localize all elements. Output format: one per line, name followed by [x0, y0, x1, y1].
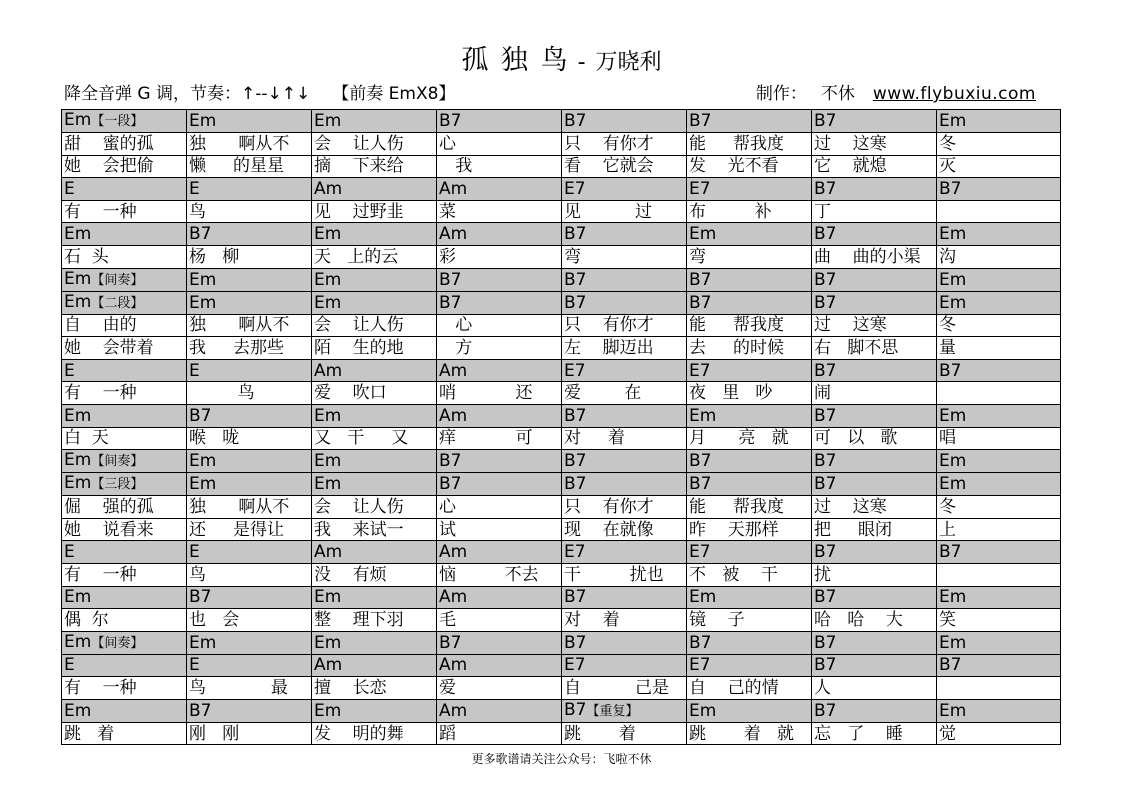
chord-cell: B7: [687, 110, 812, 133]
lyric-cell: 闹: [812, 382, 937, 405]
chord-cell: B7: [812, 178, 937, 201]
chord-cell: Em: [187, 631, 312, 654]
lyric-cell: 独 啊从不: [187, 314, 312, 337]
chord-cell: E7: [562, 541, 687, 564]
chord-cell: B7: [687, 450, 812, 473]
chord-cell: Em: [937, 223, 1061, 246]
lyric-cell: 痒 可: [437, 427, 562, 450]
lyric-cell: 能 帮我度: [687, 133, 812, 156]
lyric-cell: 发 明的舞: [312, 722, 437, 745]
lyric-cell: 过 这寒: [812, 314, 937, 337]
lyric-cell: 昨 天那样: [687, 518, 812, 541]
chord-cell: Em: [187, 110, 312, 133]
chord-cell: Em: [937, 473, 1061, 496]
chord-cell: Am: [437, 359, 562, 382]
lyric-cell: 冬: [937, 496, 1061, 519]
chord-cell: B7: [687, 268, 812, 291]
section-marker: 【二段】: [91, 295, 144, 311]
chord-cell: Em: [312, 586, 437, 609]
lyric-cell: 见 过野韭: [312, 200, 437, 223]
lyric-cell: 还 是得让: [187, 518, 312, 541]
lyric-cell: 扰: [812, 563, 937, 586]
lyric-cell: 只 有你才: [562, 314, 687, 337]
chord-cell: B7: [562, 110, 687, 133]
lyric-row: [62, 427, 1061, 450]
website-link[interactable]: www.flybuxiu.com: [872, 84, 1036, 104]
lyric-cell: 对 着: [562, 427, 687, 450]
lyric-cell: 鸟: [187, 200, 312, 223]
lyric-cell: 没 有烦: [312, 563, 437, 586]
chord-cell: Em: [187, 268, 312, 291]
lyric-cell: 会 让人伤: [312, 496, 437, 519]
lyric-cell: 笑: [937, 609, 1061, 632]
chord-cell: Em: [312, 404, 437, 427]
lyric-row: [62, 245, 1061, 268]
chord-cell: B7: [812, 223, 937, 246]
lyric-cell: 见 过: [562, 200, 687, 223]
key-rhythm: 降全音弹 G 调，节奏：↑--↓↑↓: [64, 84, 311, 104]
lyric-cell: 有 一种: [62, 200, 187, 223]
chord-cell: E: [62, 541, 187, 564]
section-marker: 【间奏】: [91, 454, 144, 470]
chord-cell: Em: [937, 699, 1061, 722]
chord-cell: Am: [437, 541, 562, 564]
chord-cell: Em: [937, 291, 1061, 314]
chord-cell: Em: [937, 450, 1061, 473]
song-title: 孤 独 鸟: [461, 45, 570, 76]
lyric-cell: [937, 200, 1061, 223]
lyric-cell: 月 亮 就: [687, 427, 812, 450]
lyric-row: [62, 563, 1061, 586]
maker-name: 不休: [820, 84, 855, 104]
chord-cell: Em: [312, 450, 437, 473]
lyric-cell: 她 会把偷: [62, 155, 187, 178]
lyric-cell: 有 一种: [62, 382, 187, 405]
chord-cell: E: [62, 178, 187, 201]
chord-cell: Em【间奏】: [62, 268, 187, 291]
chord-row: [62, 223, 1061, 246]
lyric-cell: [937, 677, 1061, 700]
lyric-cell: 自 己的情: [687, 677, 812, 700]
lyric-cell: 自 由的: [62, 314, 187, 337]
chord-cell: Am: [437, 223, 562, 246]
lyric-cell: 彩: [437, 245, 562, 268]
chord-cell: Em: [687, 699, 812, 722]
artist-name: 万晓利: [595, 50, 662, 75]
lyric-cell: 方: [437, 337, 562, 360]
lyric-cell: 镜 子: [687, 609, 812, 632]
lyric-cell: 偶 尔: [62, 609, 187, 632]
lyric-row: [62, 722, 1061, 745]
lyric-cell: 会 让人伤: [312, 314, 437, 337]
chord-cell: B7: [187, 586, 312, 609]
chord-row: [62, 473, 1061, 496]
lyric-cell: 左 脚迈出: [562, 337, 687, 360]
lyric-cell: 现 在就像: [562, 518, 687, 541]
chord-cell: E7: [687, 178, 812, 201]
lyric-cell: 会 让人伤: [312, 133, 437, 156]
lyric-cell: 哈 哈 大: [812, 609, 937, 632]
chord-cell: Em: [312, 268, 437, 291]
lyric-cell: 忘 了 睡: [812, 722, 937, 745]
lyric-cell: 独 啊从不: [187, 133, 312, 156]
chord-cell: B7: [812, 541, 937, 564]
lyric-cell: 蹈: [437, 722, 562, 745]
credits: [756, 79, 1036, 104]
lyric-cell: 独 啊从不: [187, 496, 312, 519]
chord-cell: B7: [562, 586, 687, 609]
chord-row: [62, 586, 1061, 609]
chord-cell: B7: [812, 268, 937, 291]
chord-row: [62, 268, 1061, 291]
chord-row: [62, 178, 1061, 201]
lyric-cell: 心: [437, 133, 562, 156]
lyric-cell: 发 光不看: [687, 155, 812, 178]
lyric-row: [62, 337, 1061, 360]
chord-row: [62, 110, 1061, 133]
chord-cell: E7: [687, 359, 812, 382]
lyric-cell: 懒 的星星: [187, 155, 312, 178]
lyric-cell: 曲 曲的小渠: [812, 245, 937, 268]
lyric-row: [62, 200, 1061, 223]
chord-cell: E: [187, 541, 312, 564]
lyric-cell: 哨 还: [437, 382, 562, 405]
chord-cell: Em: [687, 586, 812, 609]
chord-row: [62, 541, 1061, 564]
lyric-cell: 有 一种: [62, 563, 187, 586]
chord-cell: B7: [812, 473, 937, 496]
chord-cell: E: [62, 359, 187, 382]
chord-cell: E7: [562, 359, 687, 382]
lyric-cell: 自 己是: [562, 677, 687, 700]
chord-cell: Am: [437, 654, 562, 677]
section-marker: 【间奏】: [91, 272, 144, 288]
chord-cell: B7: [437, 268, 562, 291]
lyric-cell: 毛: [437, 609, 562, 632]
chord-cell: Em: [937, 404, 1061, 427]
chord-cell: B7: [562, 404, 687, 427]
chord-row: [62, 291, 1061, 314]
chord-cell: B7: [562, 223, 687, 246]
chord-cell: E: [187, 178, 312, 201]
chord-cell: B7: [812, 699, 937, 722]
lyric-cell: 只 有你才: [562, 496, 687, 519]
lyric-cell: 能 帮我度: [687, 314, 812, 337]
lyric-cell: 唱: [937, 427, 1061, 450]
chord-row: [62, 450, 1061, 473]
lyric-cell: 去 的时候: [687, 337, 812, 360]
lyric-cell: 跳 着: [62, 722, 187, 745]
lyric-cell: [937, 382, 1061, 405]
chord-cell: B7: [437, 110, 562, 133]
lyric-row: [62, 133, 1061, 156]
chord-cell: Em【三段】: [62, 473, 187, 496]
chord-cell: B7: [812, 404, 937, 427]
section-marker: 【间奏】: [91, 635, 144, 651]
chord-cell: E: [187, 654, 312, 677]
lyric-cell: 也 会: [187, 609, 312, 632]
lyric-cell: 菜: [437, 200, 562, 223]
chord-cell: Am: [312, 178, 437, 201]
lyric-cell: 心: [437, 496, 562, 519]
chord-cell: Em: [312, 223, 437, 246]
lyric-cell: 过 这寒: [812, 496, 937, 519]
chord-cell: Em: [187, 450, 312, 473]
lyric-cell: 只 有你才: [562, 133, 687, 156]
chord-cell: B7: [437, 631, 562, 654]
lyric-cell: 弯: [562, 245, 687, 268]
chord-cell: B7: [937, 654, 1061, 677]
lyric-cell: 爱: [437, 677, 562, 700]
lyric-cell: 擅 长恋: [312, 677, 437, 700]
lyric-cell: 试: [437, 518, 562, 541]
chord-cell: Am: [312, 654, 437, 677]
chord-cell: Em: [62, 586, 187, 609]
chord-cell: Am: [312, 359, 437, 382]
chord-cell: E7: [562, 654, 687, 677]
lyric-cell: 倔 强的孤: [62, 496, 187, 519]
chord-sheet-body: [62, 110, 1061, 745]
chord-cell: B7: [812, 110, 937, 133]
lyric-cell: 陌 生的地: [312, 337, 437, 360]
chord-row: [62, 699, 1061, 722]
chord-row: [62, 404, 1061, 427]
lyric-cell: 跳 着 就: [687, 722, 812, 745]
chord-cell: Em: [687, 223, 812, 246]
chord-cell: E7: [687, 541, 812, 564]
intro-note: 【前奏 EmX8】: [332, 84, 456, 104]
lyric-cell: 摘 下来给: [312, 155, 437, 178]
chord-cell: B7: [437, 450, 562, 473]
lyric-cell: 人: [812, 677, 937, 700]
lyric-cell: 她 会带着: [62, 337, 187, 360]
lyric-cell: 她 说看来: [62, 518, 187, 541]
lyric-cell: 喉 咙: [187, 427, 312, 450]
chord-cell: Em: [312, 473, 437, 496]
chord-cell: Em: [312, 699, 437, 722]
section-marker: 【三段】: [91, 477, 144, 493]
lyric-cell: 上: [937, 518, 1061, 541]
lyric-cell: 天 上的云: [312, 245, 437, 268]
lyric-cell: 夜 里 吵: [687, 382, 812, 405]
section-marker: 【一段】: [91, 114, 144, 129]
chord-cell: Am: [312, 541, 437, 564]
chord-cell: B7: [812, 654, 937, 677]
lyric-cell: 干 扰也: [562, 563, 687, 586]
chord-cell: B7: [812, 631, 937, 654]
lyric-row: [62, 155, 1061, 178]
chord-cell: B7: [937, 178, 1061, 201]
chord-cell: B7: [687, 631, 812, 654]
lyric-cell: 爱 在: [562, 382, 687, 405]
song-title-line: [0, 38, 1123, 77]
lyric-cell: 甜 蜜的孤: [62, 133, 187, 156]
lyric-row: [62, 518, 1061, 541]
lyric-cell: 白 天: [62, 427, 187, 450]
chord-cell: B7【重复】: [562, 699, 687, 722]
chord-cell: B7: [562, 631, 687, 654]
section-marker: 【重复】: [586, 703, 639, 719]
lyric-cell: 跳 着: [562, 722, 687, 745]
lyric-row: [62, 496, 1061, 519]
lyric-cell: 冬: [937, 133, 1061, 156]
lyric-cell: 刚 刚: [187, 722, 312, 745]
lyric-cell: 对 着: [562, 609, 687, 632]
chord-cell: Em: [312, 291, 437, 314]
chord-cell: Am: [437, 586, 562, 609]
chord-cell: E7: [562, 178, 687, 201]
key-rhythm-info: [64, 79, 455, 104]
lyric-cell: 我 去那些: [187, 337, 312, 360]
chord-cell: Em: [187, 291, 312, 314]
lyric-cell: 沟: [937, 245, 1061, 268]
lyric-cell: 看 它就会: [562, 155, 687, 178]
chord-row: [62, 631, 1061, 654]
chord-cell: B7: [937, 541, 1061, 564]
chord-cell: B7: [187, 699, 312, 722]
lyric-cell: 把 眼闭: [812, 518, 937, 541]
chord-cell: Em【一段】: [62, 110, 187, 133]
chord-cell: Em: [937, 586, 1061, 609]
lyric-row: [62, 314, 1061, 337]
chord-cell: B7: [187, 404, 312, 427]
chord-cell: Em: [312, 110, 437, 133]
lyric-cell: 恼 不去: [437, 563, 562, 586]
lyric-cell: 不 被 干: [687, 563, 812, 586]
chord-cell: B7: [437, 291, 562, 314]
lyric-cell: 鸟: [187, 382, 312, 405]
chord-cell: Em: [937, 110, 1061, 133]
chord-row: [62, 359, 1061, 382]
lyric-cell: 右 脚不思: [812, 337, 937, 360]
chord-cell: Am: [437, 699, 562, 722]
lyric-cell: 鸟 最: [187, 677, 312, 700]
lyric-cell: 丁: [812, 200, 937, 223]
lyric-cell: 它 就熄: [812, 155, 937, 178]
chord-cell: Em: [687, 404, 812, 427]
lyric-cell: 爱 吹口: [312, 382, 437, 405]
chord-cell: Em【间奏】: [62, 631, 187, 654]
chord-cell: Em: [937, 268, 1061, 291]
chord-cell: B7: [687, 291, 812, 314]
chord-row: [62, 654, 1061, 677]
lyric-cell: 灭: [937, 155, 1061, 178]
chord-cell: B7: [562, 291, 687, 314]
lyric-cell: 弯: [687, 245, 812, 268]
lyric-row: [62, 677, 1061, 700]
chord-cell: Em: [312, 631, 437, 654]
title-separator: -: [577, 50, 588, 75]
lyric-cell: 有 一种: [62, 677, 187, 700]
lyric-cell: 觉: [937, 722, 1061, 745]
chord-cell: B7: [687, 473, 812, 496]
chord-cell: B7: [437, 473, 562, 496]
chord-cell: B7: [812, 450, 937, 473]
chord-cell: E: [62, 654, 187, 677]
lyric-cell: 冬: [937, 314, 1061, 337]
chord-cell: Am: [437, 404, 562, 427]
chord-cell: B7: [562, 450, 687, 473]
lyric-cell: 石 头: [62, 245, 187, 268]
lyric-cell: 杨 柳: [187, 245, 312, 268]
chord-cell: B7: [562, 473, 687, 496]
chord-cell: B7: [812, 291, 937, 314]
chord-cell: B7: [812, 359, 937, 382]
lyric-cell: 可 以 歌: [812, 427, 937, 450]
lyric-cell: 鸟: [187, 563, 312, 586]
chord-cell: Em: [62, 223, 187, 246]
lyric-row: [62, 609, 1061, 632]
chord-cell: B7: [812, 586, 937, 609]
chord-cell: E: [187, 359, 312, 382]
lyric-cell: 又 干 又: [312, 427, 437, 450]
chord-cell: B7: [937, 359, 1061, 382]
lyric-cell: 过 这寒: [812, 133, 937, 156]
lyric-cell: 量: [937, 337, 1061, 360]
lyric-row: [62, 382, 1061, 405]
lyric-cell: [937, 563, 1061, 586]
chord-cell: Em【二段】: [62, 291, 187, 314]
chord-cell: Em: [62, 699, 187, 722]
chord-cell: Am: [437, 178, 562, 201]
lyric-cell: 能 帮我度: [687, 496, 812, 519]
chord-sheet-table: [61, 109, 1061, 745]
chord-cell: B7: [562, 268, 687, 291]
chord-cell: Em【间奏】: [62, 450, 187, 473]
lyric-cell: 我: [437, 155, 562, 178]
lyric-cell: 整 理下羽: [312, 609, 437, 632]
chord-cell: Em: [62, 404, 187, 427]
footer-note: 更多歌谱请关注公众号：飞啦不休: [471, 752, 652, 766]
chord-cell: B7: [187, 223, 312, 246]
chord-cell: Em: [187, 473, 312, 496]
chord-cell: E7: [687, 654, 812, 677]
maker-label: 制作：: [755, 84, 807, 104]
lyric-cell: 我 来试一: [312, 518, 437, 541]
chord-cell: Em: [937, 631, 1061, 654]
lyric-cell: 布 补: [687, 200, 812, 223]
lyric-cell: 心: [437, 314, 562, 337]
